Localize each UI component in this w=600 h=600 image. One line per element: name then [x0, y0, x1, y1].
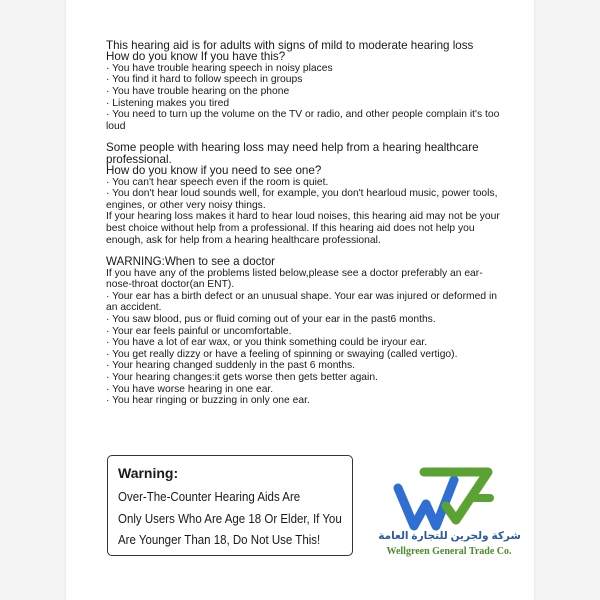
section2-list [106, 177, 506, 212]
section1-question: How do you know If you have this? [106, 50, 286, 64]
warning-line: Only Users Who Are Age 18 Or Elder, If You [118, 511, 342, 526]
list-item: · You saw blood, pus or fluid coming out of your ear in the past6 months. [106, 313, 436, 325]
list-item: · Your hearing changed suddenly in the past 6 months. [106, 360, 356, 372]
section2-note: If your hearing loss makes it hard to hear loud noises, this hearing aid may not be your best choice without help from a professional. If this hearing aid does not help you enough, ask for help from a hearing healthcare professional. [106, 211, 500, 246]
list-item: · You find it hard to follow speech in groups [106, 74, 303, 86]
leaflet-text [106, 40, 506, 407]
list-item: · You have trouble hearing on the phone [106, 86, 290, 97]
warning-box [107, 455, 353, 556]
list-item: · You have worse hearing in one ear. [106, 383, 274, 395]
brand-name-ar: شركة ولجرين للتجارة العامة [378, 530, 521, 542]
list-item: · Your hearing changes:it gets worse then gets better again. [106, 371, 378, 383]
list-item: · You have a lot of ear wax, or you think something could be iryour ear. [106, 337, 428, 349]
section3-heading: WARNING:When to see a doctor [106, 255, 276, 269]
brand-name-en: Wellgreen General Trade Co. [386, 546, 512, 557]
warning-line: Are Younger Than 18, Do Not Use This! [118, 533, 321, 547]
section2-heading: Some people with hearing loss may need help from a hearing healthcare professional. [106, 141, 479, 166]
section1-list [106, 63, 506, 133]
list-item: · You get really dizzy or have a feeling of spinning or swaying (called vertigo). [106, 348, 458, 360]
section2-question: How do you know if you need to see one? [106, 164, 322, 178]
list-item: · You hear ringing or buzzing in only one ear. [106, 395, 310, 407]
list-item: · You don't hear loud sounds well, for example, you don't hearloud music, power tools, engines, or other very noisy things. [106, 188, 498, 211]
warning-line: Over-The-Counter Hearing Aids Are [118, 490, 301, 504]
section3-list [106, 291, 506, 407]
list-item: · You have trouble hearing speech in noisy places [106, 62, 333, 74]
list-item: · You can't hear speech even if the room is quiet. [106, 176, 329, 188]
list-item: · Listening makes you tired [106, 97, 230, 109]
list-item: · Your ear feels painful or uncomfortable. [106, 325, 292, 337]
list-item: · You need to turn up the volume on the TV or radio, and other people complain it's too loud [106, 109, 500, 132]
warning-title: Warning: [118, 465, 179, 481]
list-item: · Your ear has a birth defect or an unusual shape. Your ear was injured or deformed in an accident. [106, 290, 497, 314]
section1-heading: This hearing aid is for adults with signs of mild to moderate hearing loss [106, 39, 474, 52]
section3-intro: If you have any of the problems listed below,please see a doctor preferably an ear-nose-throat doctor(an ENT). [106, 267, 483, 291]
